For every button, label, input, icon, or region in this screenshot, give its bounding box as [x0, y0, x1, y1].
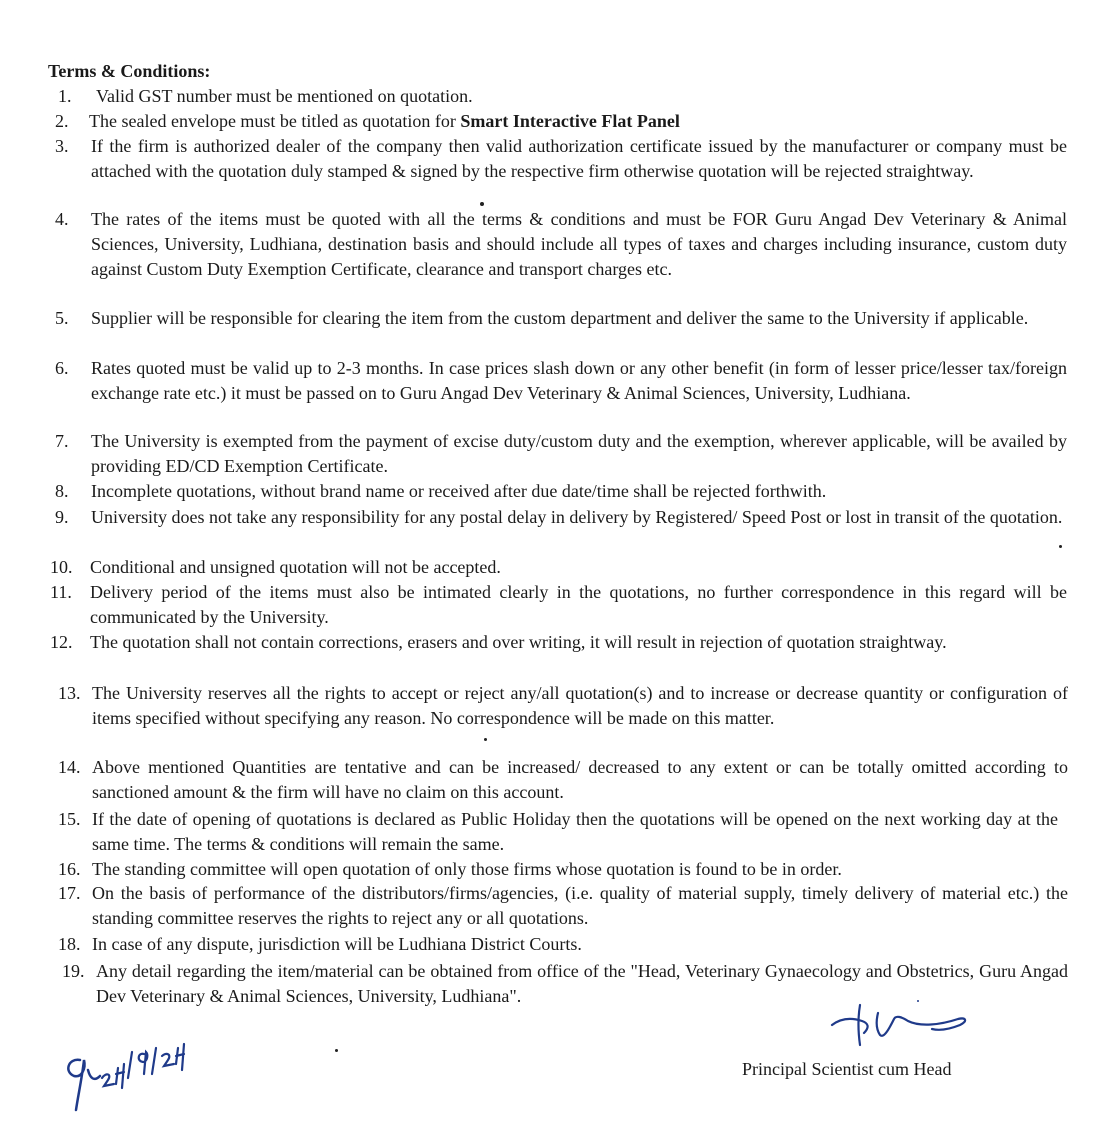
term-item-15	[58, 807, 1058, 857]
term-text: The rates of the items must be quoted with all the terms & conditions and must be FOR Guru Angad Dev Veterinary & Animal Sciences, University, Ludhiana, destination basis and should include all types of taxes and charges including insurance, custom duty against Custom Duty Exemption Certificate, clearance and transport charges etc.	[91, 209, 1067, 279]
term-number: 3.	[55, 136, 69, 156]
term-item-11	[50, 580, 1067, 630]
term-item-1	[58, 84, 1068, 109]
term-number: 16.	[58, 859, 81, 879]
term-item-10	[50, 555, 1067, 580]
term-item-4	[55, 207, 1067, 282]
term-text: If the date of opening of quotations is declared as Public Holiday then the quotations will be opened on the next working day at the same time. The terms & conditions will remain the same.	[92, 809, 1058, 854]
term-text-plain: The sealed envelope must be titled as quotation for	[89, 111, 461, 131]
term-item-18	[58, 932, 1068, 957]
term-text: Supplier will be responsible for clearing the item from the custom department and deliver the same to the University if applicable.	[91, 308, 1029, 328]
term-number: 14.	[58, 757, 81, 777]
term-item-16	[58, 857, 1068, 882]
term-number: 8.	[55, 481, 69, 501]
term-number: 18.	[58, 934, 81, 954]
term-text: Above mentioned Quantities are tentative and can be increased/ decreased to any extent or can be totally omitted according to sanctioned amount & the firm will have no claim on this account.	[92, 757, 1068, 802]
term-item-14	[58, 755, 1068, 805]
term-item-13	[58, 681, 1068, 731]
term-text: The standing committee will open quotation of only those firms whose quotation is found to be in order.	[92, 859, 842, 879]
term-number: 15.	[58, 809, 81, 829]
term-number: 7.	[55, 431, 69, 451]
term-text: Delivery period of the items must also be intimated clearly in the quotations, no further correspondence in this regard will be communicated by the University.	[90, 582, 1067, 627]
term-text: Conditional and unsigned quotation will not be accepted.	[90, 557, 501, 577]
term-item-3	[55, 134, 1067, 184]
product-name: Smart Interactive Flat Panel	[460, 111, 680, 131]
term-item-5	[55, 306, 1067, 331]
term-item-2	[55, 109, 1068, 134]
term-text: If the firm is authorized dealer of the company then valid authorization certificate issued by the manufacturer or company must be attached with the quotation duly stamped & signed by the respective firm otherwise quotation will be rejected straightway.	[91, 136, 1067, 181]
term-item-17	[58, 881, 1068, 931]
term-text: University does not take any responsibility for any postal delay in delivery by Registered/ Speed Post or lost in transit of the quotation.	[91, 507, 1063, 527]
ink-speck	[480, 202, 484, 206]
term-text: Valid GST number must be mentioned on quotation.	[96, 86, 473, 106]
term-text	[55, 109, 1068, 134]
signature-mark	[820, 995, 980, 1055]
term-number: 5.	[55, 308, 69, 328]
term-text: On the basis of performance of the distributors/firms/agencies, (i.e. quality of material supply, timely delivery of material etc.) the standing committee reserves the rights to reject any or all quotations.	[92, 883, 1068, 928]
term-number: 12.	[50, 632, 73, 652]
term-text: The University is exempted from the payment of excise duty/custom duty and the exemption, wherever applicable, will be availed by providing ED/CD Exemption Certificate.	[91, 431, 1067, 476]
ink-speck	[335, 1049, 338, 1052]
term-text: Rates quoted must be valid up to 2-3 months. In case prices slash down or any other benefit (in form of lesser price/lesser tax/foreign exchange rate etc.) it must be passed on to Guru Angad Dev Veterinary & Animal Sciences, University, Ludhiana.	[91, 358, 1067, 403]
term-item-9	[55, 505, 1067, 530]
term-number: 17.	[58, 883, 81, 903]
handwritten-date-mark	[58, 1030, 208, 1112]
term-number: 4.	[55, 209, 69, 229]
signatory-title: Principal Scientist cum Head	[742, 1059, 952, 1079]
term-number: 1.	[58, 86, 72, 106]
term-text: The University reserves all the rights to accept or reject any/all quotation(s) and to increase or decrease quantity or configuration of items specified without specifying any reason. No correspondence will be made on this matter.	[92, 683, 1068, 728]
term-number: 9.	[55, 507, 69, 527]
term-number: 6.	[55, 358, 69, 378]
term-item-6	[55, 356, 1067, 406]
term-text: The quotation shall not contain corrections, erasers and over writing, it will result in rejection of quotation straightway.	[90, 632, 947, 652]
term-number: 11.	[50, 582, 72, 602]
term-item-12	[50, 630, 1067, 655]
term-number: 19.	[62, 961, 85, 981]
term-text: In case of any dispute, jurisdiction will be Ludhiana District Courts.	[92, 934, 582, 954]
term-number: 10.	[50, 557, 73, 577]
terms-heading: Terms & Conditions:	[48, 61, 211, 81]
term-item-8	[55, 479, 1067, 504]
term-number: 2.	[55, 111, 69, 131]
ink-speck	[1059, 545, 1062, 548]
term-item-7	[55, 429, 1067, 479]
ink-speck	[484, 738, 487, 741]
term-text: Incomplete quotations, without brand name or received after due date/time shall be rejected forthwith.	[91, 481, 827, 501]
term-text: Any detail regarding the item/material can be obtained from office of the "Head, Veterinary Gynaecology and Obstetrics, Guru Angad Dev Veterinary & Animal Sciences, University, Ludhiana".	[96, 961, 1068, 1006]
term-number: 13.	[58, 683, 81, 703]
